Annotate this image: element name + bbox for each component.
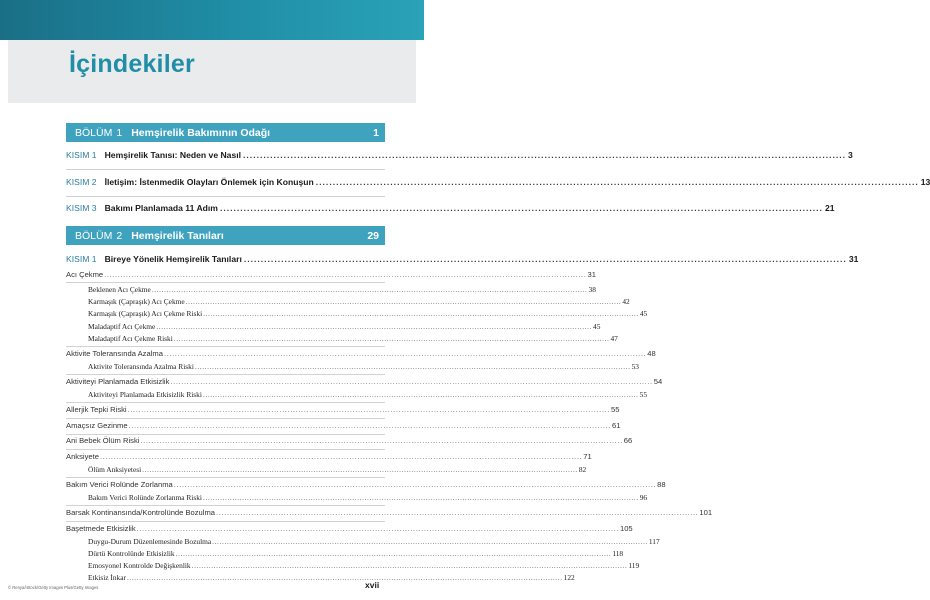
toc-entry[interactable]	[66, 377, 663, 386]
toc-subentry[interactable]	[88, 465, 587, 474]
toc-subentry[interactable]	[88, 297, 630, 306]
entry-title: Ölüm Anksiyetesi	[88, 465, 142, 474]
dot-leader: ..................................................................................................................................................................................	[243, 254, 847, 264]
entry-page: 96	[639, 493, 648, 502]
entry-page: 31	[587, 270, 596, 279]
divider	[66, 477, 385, 478]
part-page: 31	[848, 254, 859, 264]
entry-page: 105	[619, 524, 633, 533]
dot-leader: ..................................................................................................................................................................................	[128, 421, 611, 430]
dot-leader: ..................................................................................................................................................................................	[219, 203, 823, 213]
entry-title: Etkisiz İnkar	[88, 573, 126, 582]
part-page: 13	[920, 177, 930, 187]
entry-title: Dürtü Kontrolünde Etkisizlik	[88, 549, 175, 558]
dot-leader: ..................................................................................................................................................................................	[175, 549, 612, 558]
entry-page: 61	[611, 421, 621, 430]
part-page: 3	[848, 150, 853, 160]
dot-leader: ..................................................................................................................................................................................	[173, 480, 657, 489]
entry-title: Amaçsız Gezinme	[66, 421, 128, 430]
entry-title: Karmaşık (Çapraşık) Acı Çekme Riski	[88, 309, 203, 318]
part-title: Bakımı Planlamada 11 Adım	[104, 203, 218, 213]
entry-page: 71	[583, 452, 592, 461]
part-title: Bireye Yönelik Hemşirelik Tanıları	[104, 254, 242, 264]
toc-entry[interactable]	[66, 405, 620, 414]
toc-part-1-3[interactable]	[66, 203, 835, 213]
part-page: 21	[824, 203, 835, 213]
entry-page: 53	[631, 362, 639, 371]
entry-page: 101	[699, 508, 713, 517]
toc-entry[interactable]	[66, 508, 713, 517]
section-page: 1	[373, 126, 379, 139]
entry-title: Allerjik Tepki Riski	[66, 405, 127, 414]
dot-leader: ..................................................................................................................................................................................	[203, 309, 639, 318]
entry-page: 55	[639, 390, 648, 399]
dot-leader: ..................................................................................................................................................................................	[127, 405, 610, 414]
entry-title: Aktivite Toleransında Azalma	[66, 349, 163, 358]
dot-leader: ..................................................................................................................................................................................	[185, 297, 622, 306]
toc-entry[interactable]	[66, 436, 633, 445]
entry-page: 45	[593, 322, 601, 331]
dot-leader: ..................................................................................................................................................................................	[156, 322, 593, 331]
section-title: Hemşirelik Bakımının Odağı	[131, 126, 271, 139]
entry-title: Karmaşık (Çapraşık) Acı Çekme	[88, 297, 185, 306]
part-title: İletişim: İstenmedik Olayları Önlemek için Konuşun	[104, 177, 314, 187]
section-number: 2	[116, 229, 123, 242]
toc-subentry[interactable]	[88, 309, 648, 318]
entry-title: Aktivite Toleransında Azalma Riski	[88, 362, 194, 371]
dot-leader: ..................................................................................................................................................................................	[163, 349, 647, 358]
entry-title: Emosyonel Kontrolde Değişkenlik	[88, 561, 191, 570]
header-banner	[0, 0, 424, 40]
dot-leader: ..................................................................................................................................................................................	[136, 524, 619, 533]
dot-leader: ..................................................................................................................................................................................	[170, 377, 653, 386]
divider	[66, 434, 385, 435]
toc-entry[interactable]	[66, 270, 596, 279]
section-label: BÖLÜM	[75, 126, 113, 139]
section-number: 1	[116, 126, 123, 139]
entry-title: Anksiyete	[66, 452, 99, 461]
toc-subentry[interactable]	[88, 362, 639, 371]
entry-title: Acı Çekme	[66, 270, 104, 279]
part-label: KISIM 1	[66, 150, 97, 160]
dot-leader: ..................................................................................................................................................................................	[126, 573, 563, 582]
toc-entry[interactable]	[66, 349, 656, 358]
dot-leader: ..................................................................................................................................................................................	[203, 493, 639, 502]
entry-page: 122	[563, 573, 575, 582]
entry-title: Duygu-Durum Düzenlemesinde Bozulma	[88, 537, 212, 546]
toc-subentry[interactable]	[88, 285, 596, 294]
page-title: İçindekiler	[69, 50, 195, 78]
entry-title: Maladaptif Acı Çekme Riski	[88, 334, 173, 343]
toc-subentry[interactable]	[88, 493, 648, 502]
divider	[66, 505, 385, 506]
entry-page: 38	[588, 285, 596, 294]
entry-title: Beklenen Acı Çekme	[88, 285, 151, 294]
part-label: KISIM 1	[66, 254, 97, 264]
dot-leader: ..................................................................................................................................................................................	[104, 270, 587, 279]
toc-entry[interactable]	[66, 421, 621, 430]
dot-leader: ..................................................................................................................................................................................	[194, 362, 631, 371]
entry-page: 118	[612, 549, 624, 558]
toc-part-2-1[interactable]	[66, 254, 859, 264]
entry-page: 82	[578, 465, 587, 474]
toc-subentry[interactable]	[88, 561, 640, 570]
entry-title: Bakım Verici Rolünde Zorlanma	[66, 480, 173, 489]
dot-leader: ..................................................................................................................................................................................	[99, 452, 583, 461]
dot-leader: ..................................................................................................................................................................................	[173, 334, 610, 343]
toc-entry[interactable]	[66, 452, 592, 461]
divider	[66, 521, 385, 522]
part-label: KISIM 2	[66, 177, 97, 187]
entry-title: Barsak Kontinansında/Kontrolünde Bozulma	[66, 508, 216, 517]
dot-leader: ..................................................................................................................................................................................	[212, 537, 648, 546]
toc-part-1-1[interactable]	[66, 150, 853, 160]
divider	[66, 346, 385, 347]
dot-leader: ..................................................................................................................................................................................	[202, 390, 639, 399]
divider	[66, 374, 385, 375]
entry-page: 88	[657, 480, 666, 489]
section-bar-2[interactable]	[66, 226, 385, 245]
toc-subentry[interactable]	[88, 334, 618, 343]
toc-entry[interactable]	[66, 524, 633, 533]
page-number: xvii	[365, 580, 380, 590]
toc-subentry[interactable]	[88, 573, 575, 582]
entry-title: Başetmede Etkisizlik	[66, 524, 136, 533]
divider	[66, 402, 385, 403]
toc-subentry[interactable]	[88, 549, 624, 558]
dot-leader: ..................................................................................................................................................................................	[140, 436, 623, 445]
part-title: Hemşirelik Tanısı: Neden ve Nasıl	[104, 150, 242, 160]
divider	[66, 169, 385, 170]
divider	[66, 282, 385, 283]
section-label: BÖLÜM	[75, 229, 113, 242]
entry-page: 45	[639, 309, 648, 318]
entry-page: 47	[610, 334, 618, 343]
dot-leader: ..................................................................................................................................................................................	[191, 561, 628, 570]
section-bar-1[interactable]	[66, 123, 385, 142]
entry-title: Aktiviteyi Planlamada Etkisizlik Riski	[88, 390, 202, 399]
dot-leader: ..................................................................................................................................................................................	[243, 150, 847, 160]
section-page: 29	[367, 229, 379, 242]
part-label: KISIM 3	[66, 203, 97, 213]
toc-part-1-2[interactable]	[66, 177, 930, 187]
entry-title: Aktiviteyi Planlamada Etkisizlik	[66, 377, 170, 386]
image-credit: © Renya/iStock/Getty Images Plus/Getty Images	[8, 585, 99, 590]
dot-leader: ..................................................................................................................................................................................	[142, 465, 578, 474]
entry-title: Bakım Verici Rolünde Zorlanma Riski	[88, 493, 202, 502]
toc-subentry[interactable]	[88, 322, 601, 331]
entry-page: 48	[647, 349, 656, 358]
dot-leader: ..................................................................................................................................................................................	[315, 177, 919, 187]
divider	[66, 449, 385, 450]
divider	[66, 196, 385, 197]
toc-subentry[interactable]	[88, 537, 660, 546]
entry-page: 66	[623, 436, 633, 445]
entry-page: 119	[628, 561, 640, 570]
entry-page: 42	[622, 297, 630, 306]
entry-page: 54	[653, 377, 663, 386]
dot-leader: ..................................................................................................................................................................................	[151, 285, 588, 294]
toc-entry[interactable]	[66, 480, 666, 489]
dot-leader: ..................................................................................................................................................................................	[216, 508, 699, 517]
entry-title: Ani Bebek Ölüm Riski	[66, 436, 140, 445]
toc-subentry[interactable]	[88, 390, 648, 399]
section-title: Hemşirelik Tanıları	[131, 229, 224, 242]
entry-page: 55	[610, 405, 620, 414]
divider	[66, 418, 385, 419]
entry-page: 117	[648, 537, 660, 546]
entry-title: Maladaptif Acı Çekme	[88, 322, 156, 331]
